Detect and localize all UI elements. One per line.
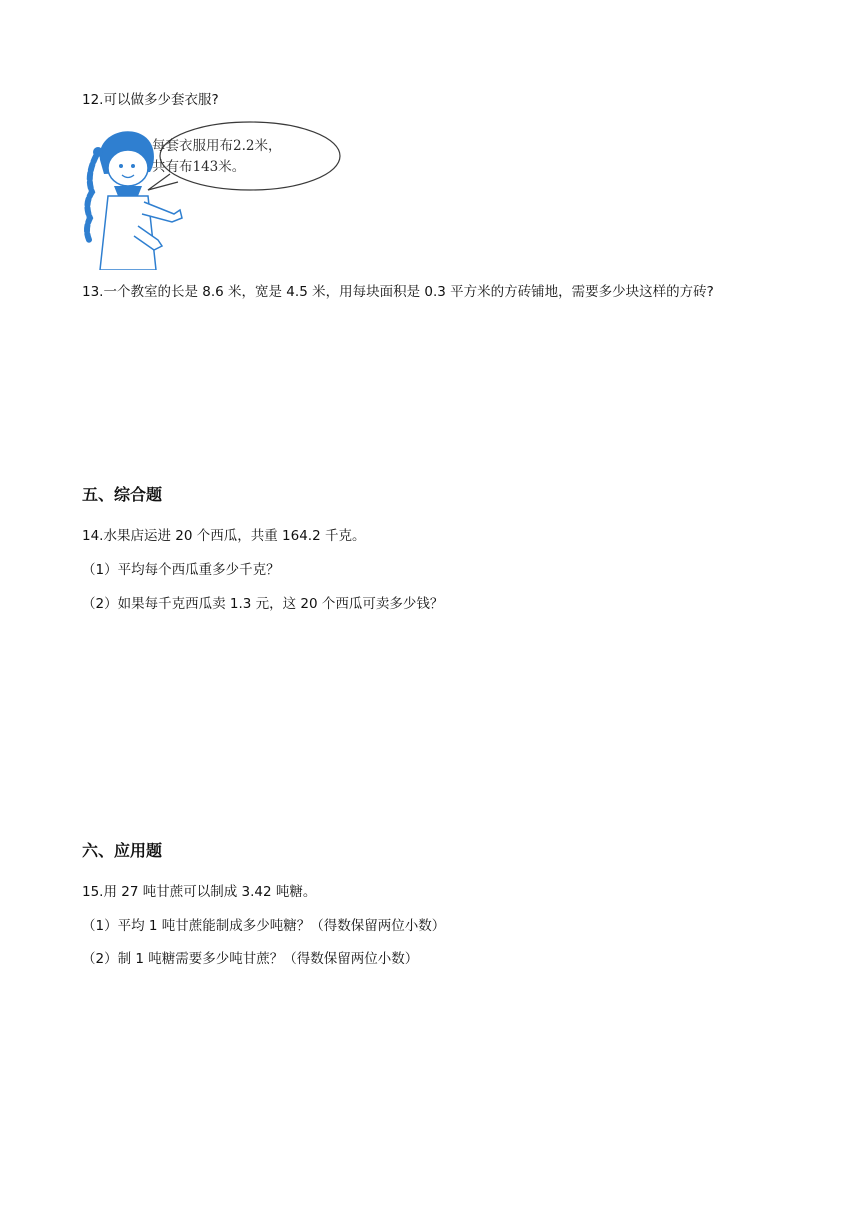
- question-15-text: 15.用 27 吨甘蔗可以制成 3.42 吨糖。: [82, 884, 317, 900]
- question-15-subquestion-2: （2）制 1 吨糖需要多少吨甘蔗？（得数保留两位小数）: [82, 951, 419, 967]
- question-15-subquestion-1: （1）平均 1 吨甘蔗能制成多少吨糖？（得数保留两位小数）: [82, 918, 446, 934]
- question-12-text: 12.可以做多少套衣服?: [82, 92, 219, 108]
- speech-bubble-line-2: 共有布143米。: [152, 159, 246, 175]
- question-14-subquestion-2: （2）如果每千克西瓜卖 1.3 元，这 20 个西瓜可卖多少钱？: [82, 596, 444, 612]
- question-14-subquestion-1: （1）平均每个西瓜重多少千克？: [82, 562, 280, 578]
- question-14-text: 14.水果店运进 20 个西瓜，共重 164.2 千克。: [82, 528, 366, 544]
- section-5-heading: 五、综合题: [82, 485, 163, 504]
- question-13-text: 13.一个教室的长是 8.6 米，宽是 4.5 米，用每块面积是 0.3 平方米的方砖铺地，需要多少块这样的方砖?: [82, 284, 714, 300]
- section-6-heading: 六、应用题: [82, 841, 163, 860]
- speech-bubble-line-1: 每套衣服用布2.2米，: [152, 138, 282, 154]
